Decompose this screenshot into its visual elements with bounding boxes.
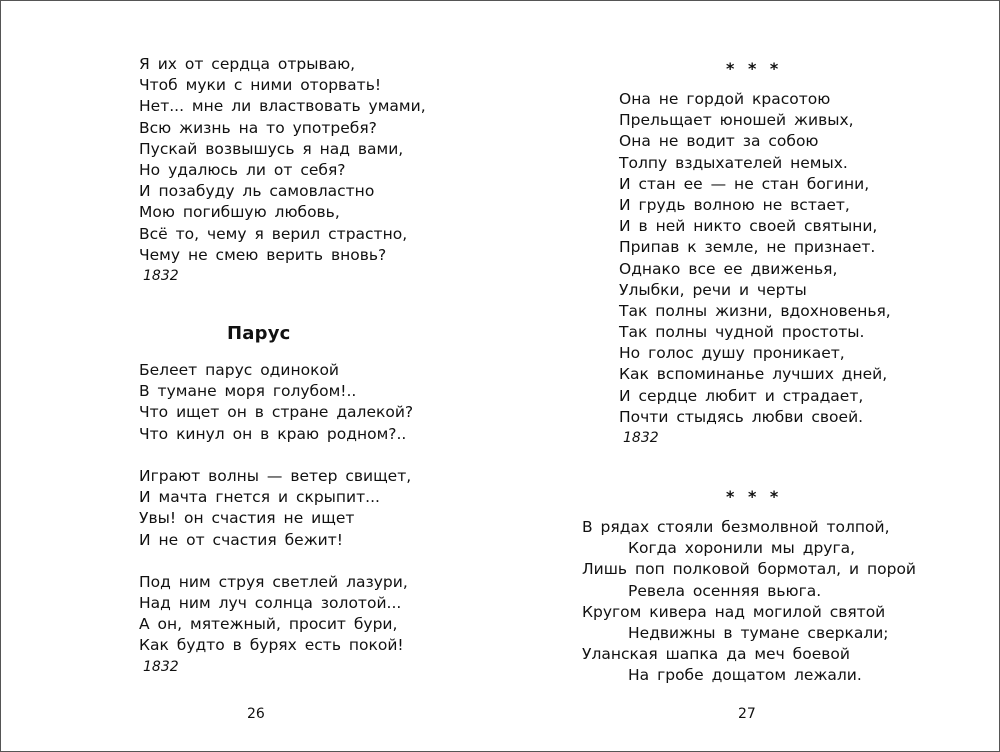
poem-title: Парус (227, 323, 291, 344)
verse-line: Когда хоронили мы друга, (628, 539, 856, 558)
verse-line: Но удалюсь ли от себя? (139, 160, 346, 179)
verse-line: И в ней никто своей святыни, (619, 217, 878, 236)
verse-line: Улыбки, речи и черты (619, 280, 807, 299)
verse-line: Толпу вздыхателей немых. (619, 153, 848, 172)
verse-line: Всю жизнь на то употребя? (139, 118, 377, 137)
verse-line: Уланская шапка да меч боевой (582, 645, 850, 664)
verse-line: Пускай возвышусь я над вами, (139, 139, 404, 158)
verse-line: Над ним луч солнца золотой... (139, 594, 402, 613)
poem-year: 1832 (143, 658, 179, 675)
left-page (1, 1, 501, 751)
verse-line: Как будто в бурях есть покой! (139, 636, 404, 655)
stanza-gap (139, 551, 413, 572)
poem-year: 1832 (623, 430, 659, 446)
verse-line: Она не гордой красотою (619, 90, 831, 108)
verse-line: И стан ее — не стан богини, (619, 174, 870, 193)
verse-line: Так полны чудной простоты. (619, 323, 865, 342)
verse-line: И сердце любит и страдает, (619, 386, 864, 405)
verse-line: Что ищет он в стране далекой? (139, 403, 414, 422)
verse-line: В тумане моря голубом!.. (139, 382, 357, 401)
poem-year: 1832 (143, 267, 179, 284)
verse-line: Чтоб муки с ними оторвать! (139, 76, 382, 95)
poem-ending (139, 54, 426, 287)
verse-line: И грудь волною не встает, (619, 195, 850, 214)
section-asterisks: * * * (726, 59, 783, 78)
verse-line: Играют волны — ветер свищет, (139, 466, 412, 485)
verse-line: Как вспоминанье лучших дней, (619, 365, 888, 384)
verse-line: Я их от сердца отрываю, (139, 55, 356, 73)
verse-line: Белеет парус одинокой (139, 361, 340, 379)
verse-line: Ревела осенняя вьюга. (628, 581, 822, 600)
verse-line: И не от счастия бежит! (139, 530, 343, 549)
verse-line: Под ним струя светлей лазури, (139, 572, 408, 591)
poem-she (619, 89, 891, 449)
verse-line: Увы! он счастия не ищет (139, 509, 355, 528)
verse-line: В рядах стояли безмолвной толпой, (582, 518, 890, 536)
verse-line: Мою погибшую любовь, (139, 203, 340, 222)
verse-line: Что кинул он в краю родном?.. (139, 424, 407, 443)
verse-line: Чему не смею верить вновь? (139, 245, 387, 264)
page-number: 27 (738, 706, 756, 722)
verse-line: Всё то, чему я верил страстно, (139, 224, 408, 243)
verse-line: Прельщает юношей живых, (619, 111, 854, 130)
verse-line: Кругом кивера над могилой святой (582, 602, 886, 621)
verse-line: Но голос душу проникает, (619, 344, 845, 363)
verse-line: Так полны жизни, вдохновенья, (619, 301, 891, 320)
verse-line: Нет... мне ли властвовать умами, (139, 97, 426, 116)
verse-line: Недвижны в тумане сверкали; (628, 623, 889, 642)
verse-line: Почти стыдясь любви своей. (619, 407, 864, 426)
verse-line: На гробе дощатом лежали. (628, 666, 862, 685)
stanza-gap (139, 445, 413, 466)
verse-line: Лишь поп полковой бормотал, и порой (582, 560, 916, 579)
verse-line: И мачта гнется и скрыпит... (139, 488, 380, 507)
verse-line: Она не водит за собою (619, 132, 819, 151)
right-page (501, 1, 1000, 751)
verse-line: Припав к земле, не признает. (619, 238, 876, 257)
verse-line: И позабуду ль самовластно (139, 182, 375, 201)
page-number: 26 (247, 706, 265, 722)
verse-line: А он, мятежный, просит бури, (139, 615, 398, 634)
verse-line: Однако все ее движенья, (619, 259, 838, 278)
section-asterisks: * * * (726, 487, 783, 506)
poem-funeral (582, 517, 916, 687)
poem-parus (139, 360, 413, 678)
